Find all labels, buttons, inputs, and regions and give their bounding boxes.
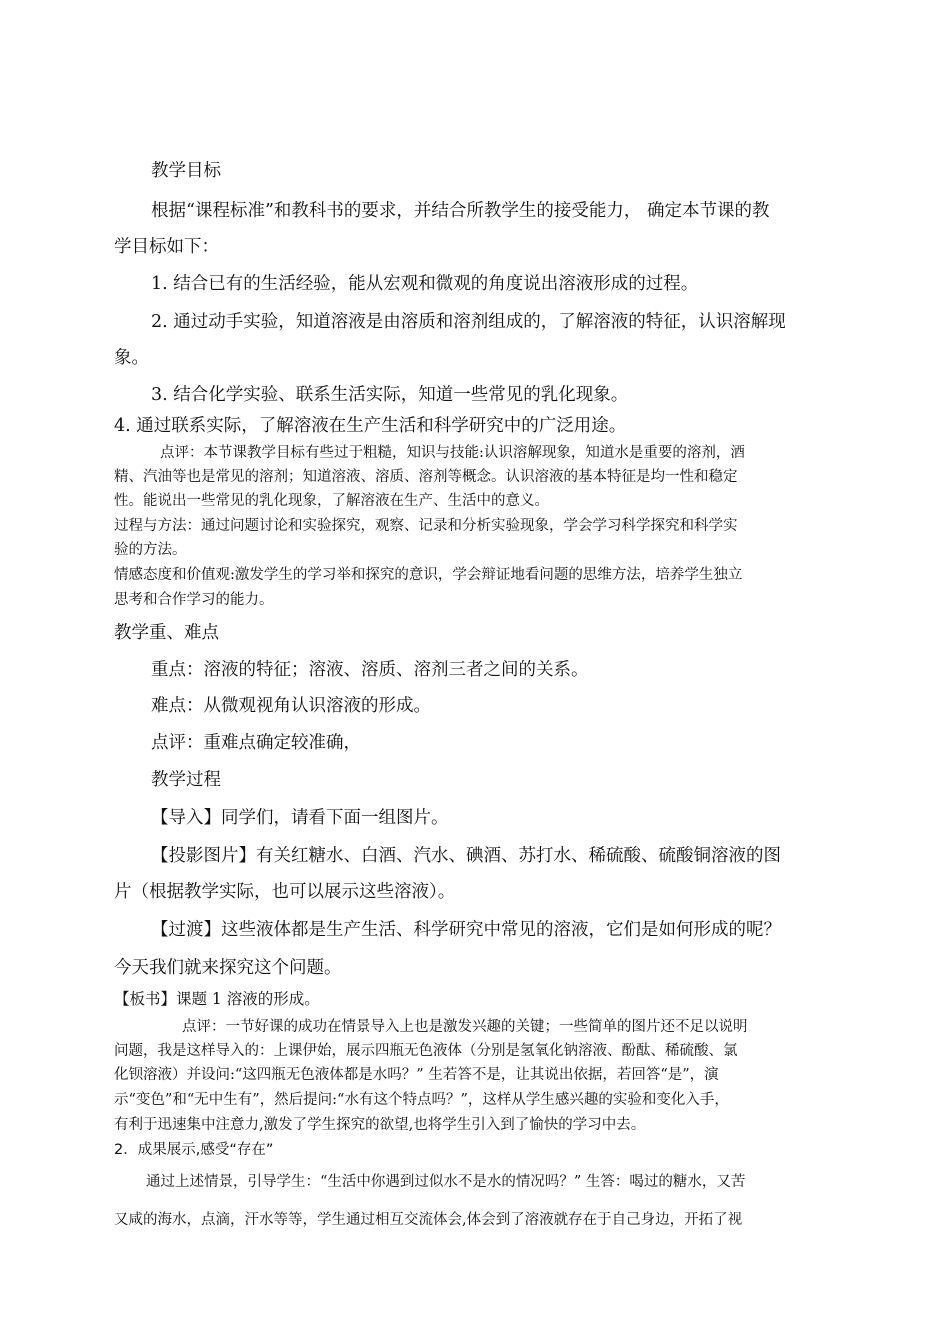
paragraph-line: 【板书】课题 1 溶液的形成。 <box>114 990 320 1008</box>
paragraph-line: 【投影图片】有关红糖水、白酒、汽水、碘酒、苏打水、稀硫酸、硫酸铜溶液的图 <box>151 846 781 866</box>
goal-item-4: 4. 通过联系实际，了解溶液在生产生活和科学研究中的广泛用途。 <box>114 416 627 436</box>
comment-line: 问题，我是这样导入的：上课伊始，展示四瓶无色液体（分别是氢氧化钠溶液、酚酞、稀硫酸、氯 <box>114 1043 738 1059</box>
comment-line: 性。能说出一些常见的乳化现象，了解溶液在生产、生活中的意义。 <box>114 493 549 509</box>
difficult-point: 难点：从微观视角认识溶液的形成。 <box>151 696 431 716</box>
paragraph-line: 【过渡】这些液体都是生产生活、科学研究中常见的溶液，它们是如何形成的呢？ <box>151 920 781 940</box>
goal-item-3: 3. 结合化学实验、联系生活实际，知道一些常见的乳化现象。 <box>151 385 629 405</box>
comment-line: 点评：重难点确定较准确， <box>151 733 361 753</box>
paragraph-line: 【导入】同学们，请看下面一组图片。 <box>151 808 449 828</box>
goal-item-1: 1. 结合已有的生活经验，能从宏观和微观的角度说出溶液形成的过程。 <box>151 274 699 294</box>
paragraph-line: 片（根据教学实际，也可以展示这些溶液）。 <box>114 882 456 902</box>
paragraph-line: 今天我们就来探究这个问题。 <box>114 958 342 978</box>
comment-line: 点评：一节好课的成功在情景导入上也是激发兴趣的关键；一些简单的图片还不足以说明 <box>182 1019 748 1035</box>
comment-line: 精、汽油等也是常见的溶剂；知道溶液、溶质、溶剂等概念。认识溶液的基本特征是均一性和稳定 <box>114 469 738 485</box>
section-heading: 2．成果展示,感受“存在” <box>114 1142 274 1158</box>
comment-line: 情感态度和价值观:激发学生的学习举和探究的意识，学会辩证地看问题的思维方法，培养学生独立 <box>114 567 743 583</box>
comment-line: 有利于迅速集中注意力,激发了学生探究的欲望,也将学生引入到了愉快的学习中去。 <box>114 1117 646 1133</box>
comment-line: 过程与方法：通过问题讨论和实验探究，观察、记录和分析实验现象，学会学习科学探究和科学实 <box>114 518 738 534</box>
heading-teaching-goals: 教学目标 <box>151 161 221 181</box>
key-point: 重点：溶液的特征；溶液、溶质、溶剂三者之间的关系。 <box>151 660 589 680</box>
heading-teaching-process: 教学过程 <box>151 770 221 790</box>
paragraph-line: 又咸的海水，点滴，汗水等等，学生通过相互交流体会,体会到了溶液就存在于自己身边，开拓了视 <box>114 1212 743 1228</box>
comment-line: 验的方法。 <box>114 542 187 558</box>
heading-key-points: 教学重、难点 <box>114 623 219 643</box>
paragraph-line: 通过上述情景，引导学生：“生活中你遇到过似水不是水的情况吗？” 生答：喝过的糖水，又苦 <box>146 1174 746 1190</box>
comment-line: 示“变色”和“无中生有”，然后提问:“水有这个特点吗？”，这样从学生感兴趣的实验和变化入手， <box>114 1092 729 1108</box>
paragraph-line: 根据“课程标准”和教科书的要求，并结合所教学生的接受能力， 确定本节课的教 <box>151 201 770 221</box>
comment-line: 化钡溶液）并设问:“这四瓶无色液体都是水吗？” 生若答不是，让其说出依据，若回答“是”，演 <box>114 1067 719 1083</box>
comment-line: 点评：本节课教学目标有些过于粗糙，知识与技能:认识溶解现象，知道水是重要的溶剂，酒 <box>160 445 745 461</box>
paragraph-line: 学目标如下： <box>114 237 219 257</box>
goal-item-2: 2. 通过动手实验，知道溶液是由溶质和溶剂组成的，了解溶液的特征，认识溶解现 <box>151 312 786 332</box>
comment-line: 思考和合作学习的能力。 <box>114 592 274 608</box>
paragraph-line: 象。 <box>114 348 149 368</box>
